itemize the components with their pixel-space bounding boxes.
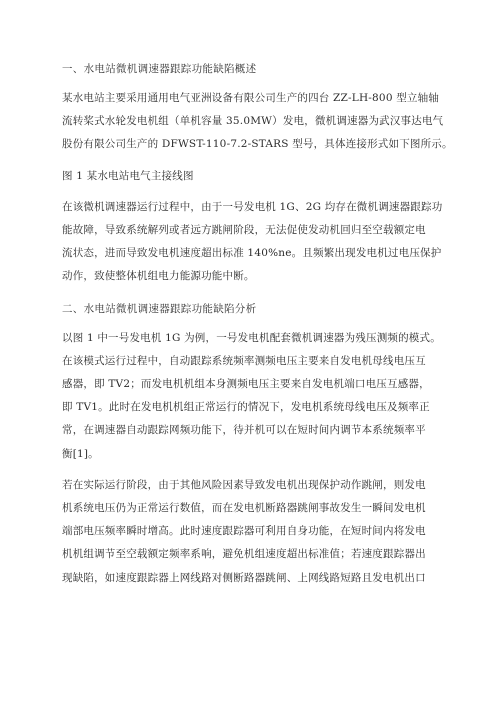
text-line: 股份有限公司生产的 DFWST-110-7.2-STARS 型号，具体连接形式如下图所示。 (62, 138, 453, 151)
text-line: 现缺陷，如速度跟踪器上网线路对侧断路器跳闸、上网线路短路且发电机出口 (62, 571, 426, 584)
section-1-paragraph-1 (62, 87, 453, 157)
figure-caption: 图 1 某水电站电气主接线图 (62, 169, 194, 182)
text-line: 机机组调节至空载额定频率系响，避免机组速度超出标准值；若速度跟踪器出 (62, 548, 426, 561)
text-line: 即 TV1。此时在发电机机组正常运行的情况下，发电机系统母线电压及频率正 (62, 401, 430, 414)
text-line: 以图 1 中一号发电机 1G 为例，一号发电机配套微机调速器为残压测频的模式。 (62, 331, 441, 344)
text-line: 常，在调速器自动跟踪网频功能下，待并机可以在短时间内调节本系统频率平 (62, 424, 426, 437)
text-line: 在该微机调速器运行过程中，由于一号发电机 1G、2G 均存在微机调速器跟踪功 (62, 200, 443, 213)
text-line: 在该模式运行过程中，自动跟踪系统频率测频电压主要来自发电机母线电压互 (62, 354, 426, 367)
text-line: 某水电站主要采用通用电气亚洲设备有限公司生产的四台 ZZ-LH-800 型立轴轴 (62, 92, 440, 104)
text-line: 能故障，导致系统解列或者远方跳闸阶段，无法促使发动机回归至空载额定电 (62, 224, 426, 237)
section-2-paragraph-1 (62, 327, 442, 466)
text-line: 端部电压频率瞬时增高。此时速度跟踪器可利用自身功能，在短时间内将发电 (62, 525, 426, 538)
document-page (62, 57, 453, 590)
text-line: 衡[1]。 (62, 447, 99, 460)
section-2-heading: 二、水电站微机调速器跟踪功能缺陷分析 (62, 302, 257, 315)
text-line: 若在实际运行阶段，由于其他风险因素导致发电机出现保护动作跳闸，则发电 (62, 478, 426, 491)
text-line: 机系统电压仍为正常运行数值，而在发电机断路器跳闸事故发生一瞬间发电机 (62, 502, 426, 515)
section-1-paragraph-2 (62, 196, 442, 289)
section-1-heading: 一、水电站微机调速器跟踪功能缺陷概述 (62, 63, 257, 75)
section-2-paragraph-2 (62, 474, 442, 590)
text-line: 流状态，进而导致发电机速度超出标准 140%ne。且频繁出现发电机过电压保护 (62, 247, 442, 260)
text-line: 感器，即 TV2；而发电机机组本身测频电压主要来自发电机端口电压互感器， (62, 378, 430, 391)
text-line: 动作，致使整体机组电力能源功能中断。 (62, 270, 255, 283)
text-line: 流转桨式水轮发电机组（单机容量 35.0MW）发电，微机调速器为武汉事达电气 (62, 115, 444, 128)
